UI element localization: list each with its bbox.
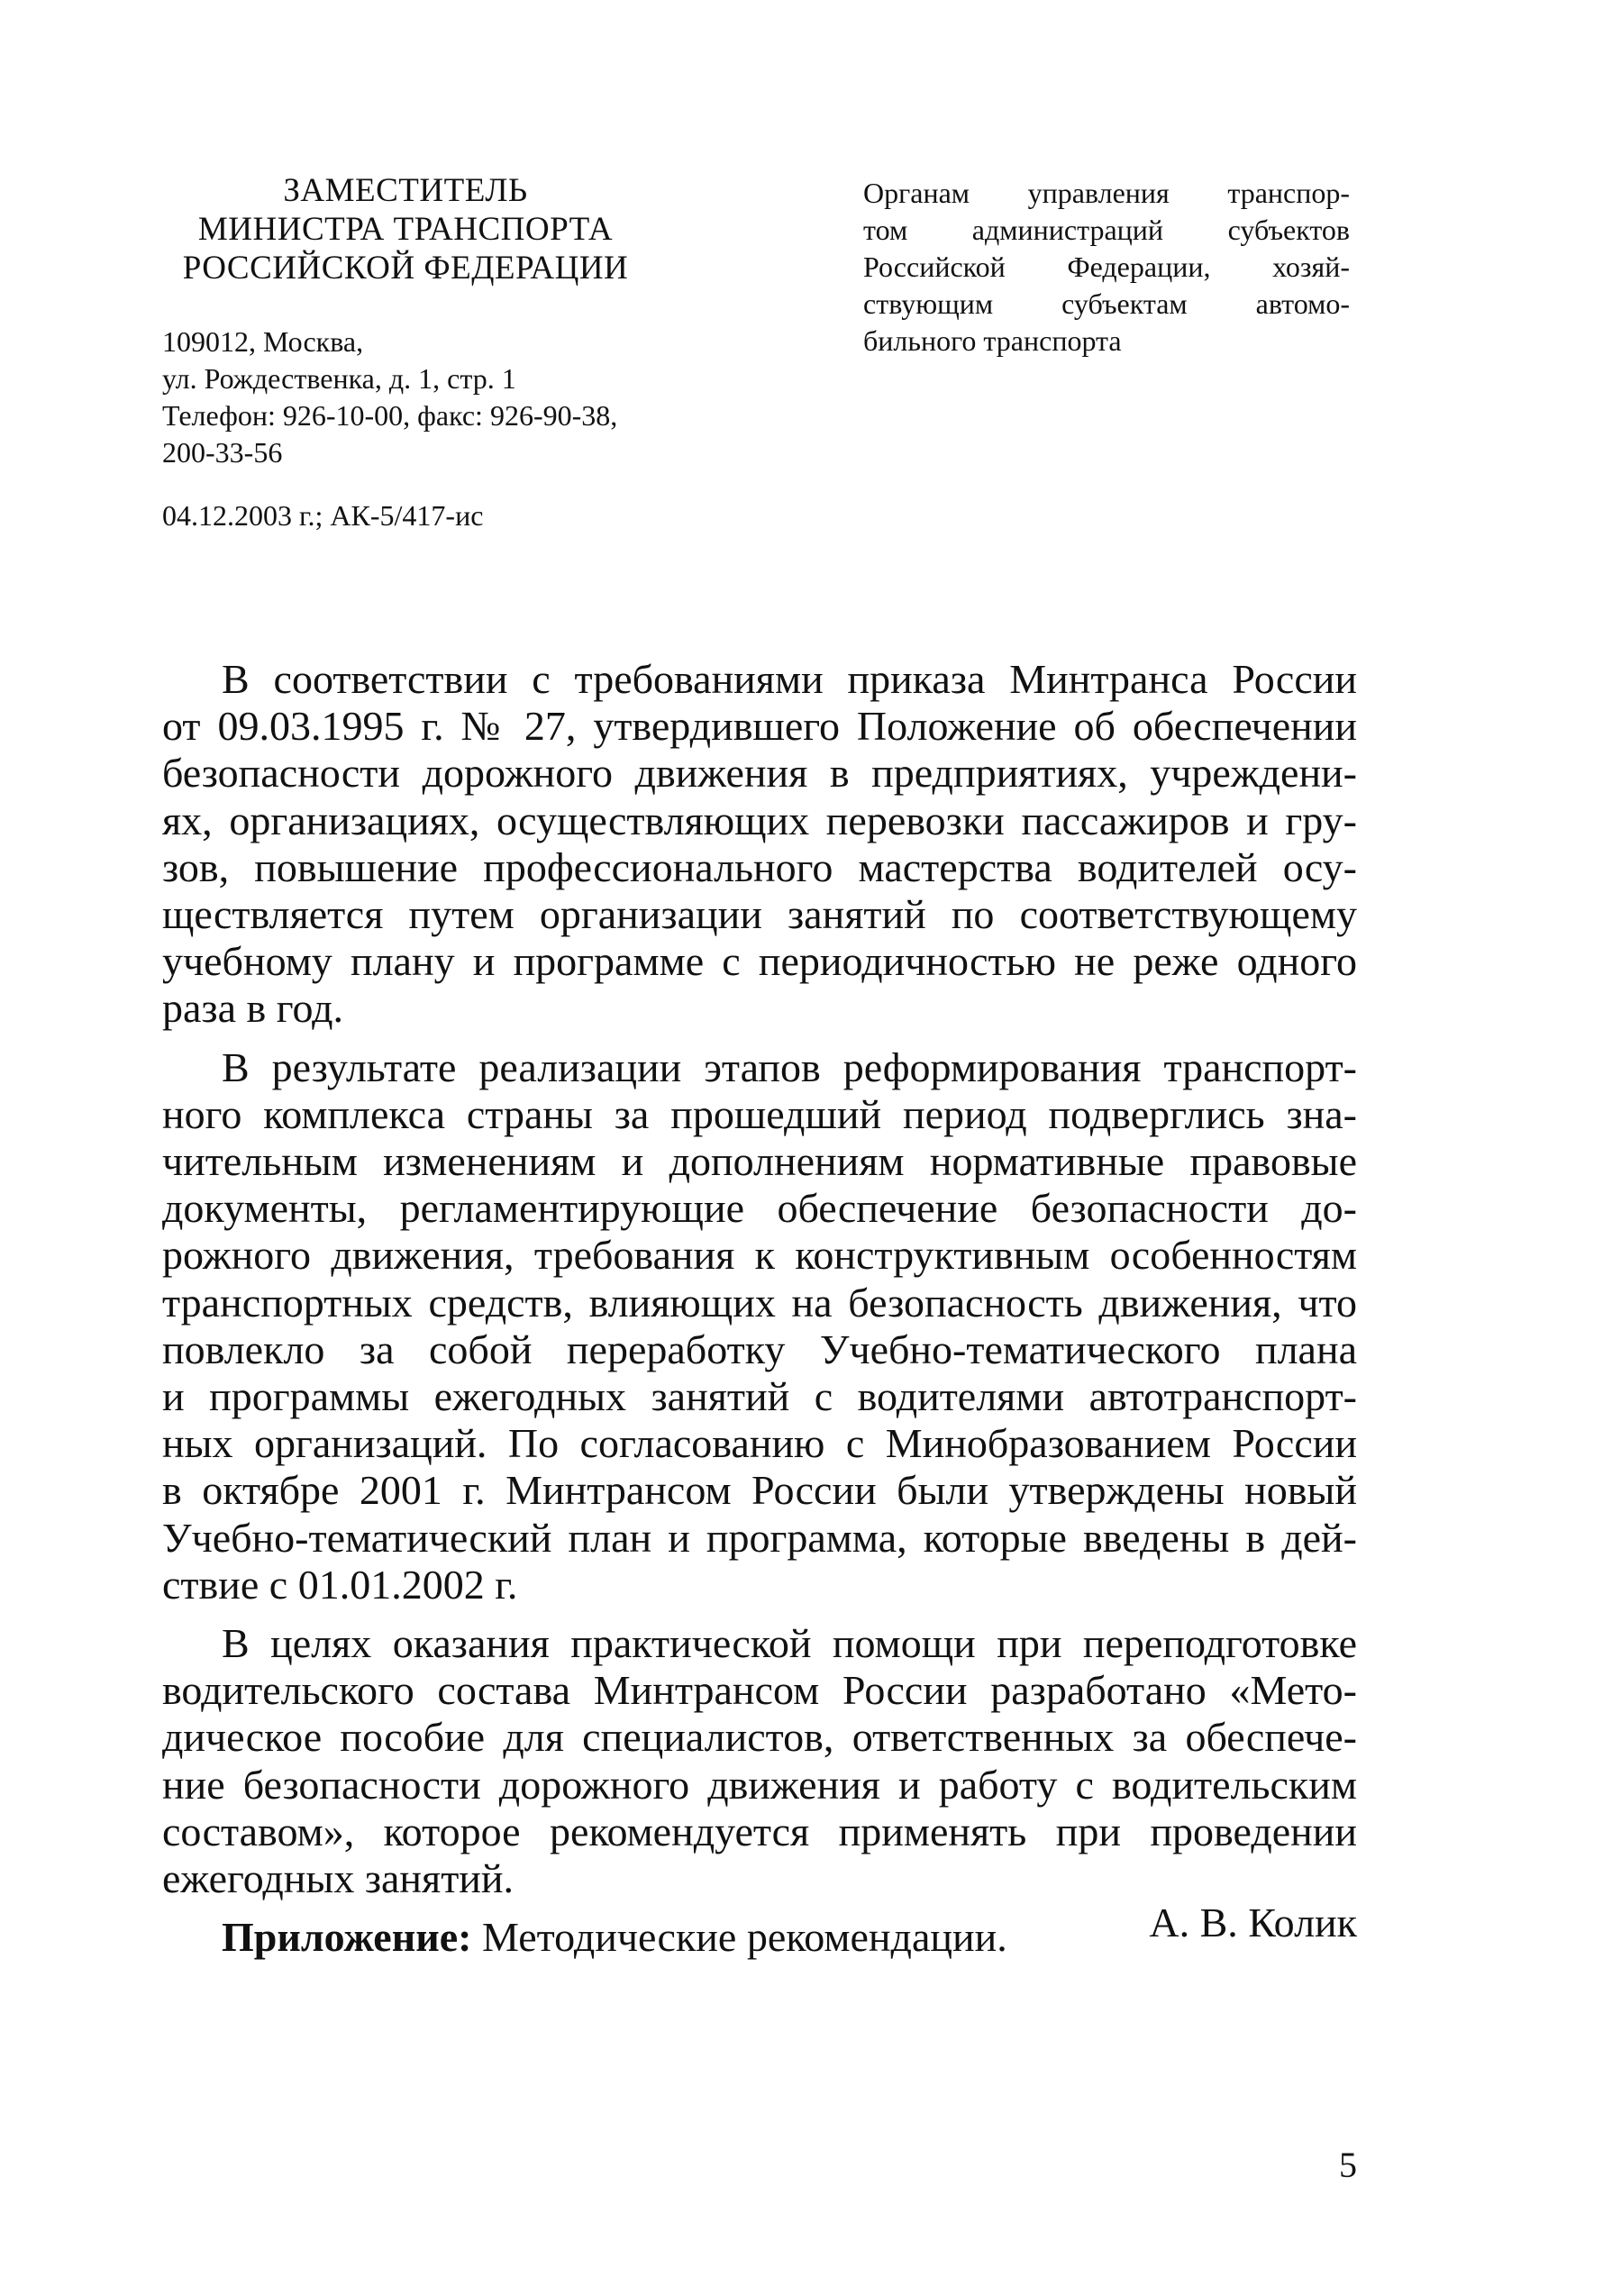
sender-address xyxy=(162,323,649,471)
text-line: В целях оказания практической помощи при переподготовке xyxy=(222,1620,1357,1667)
text-line: ствие с 01.01.2002 г. xyxy=(162,1561,518,1608)
attachment-label: Приложение: xyxy=(222,1914,472,1961)
recipient-line: ствующим субъектам автомо- xyxy=(863,287,1350,320)
address-line: Телефон: 926-10-00, факс: 926-90-38, xyxy=(162,399,618,432)
text-line: В соответствии с требованиями приказа Минтранса России xyxy=(222,656,1357,702)
recipient-block xyxy=(863,175,1350,360)
text-line: ние безопасности дорожного движения и работу с водительским xyxy=(162,1761,1357,1808)
text-line: дическое пособие для специалистов, ответственных за обеспече- xyxy=(162,1714,1357,1761)
body-paragraph xyxy=(162,656,1357,1033)
text-line: ществляется путем организации занятий по соответствующему xyxy=(162,891,1357,938)
text-line: ных организаций. По согласованию с Минобразованием России xyxy=(162,1420,1357,1467)
text-line: ного комплекса страны за прошедший период подверглись зна- xyxy=(162,1090,1357,1137)
recipient-line: Российской Федерации, хозяй- xyxy=(863,251,1350,283)
text-line: рожного движения, требования к конструктивным особенностям xyxy=(162,1232,1357,1279)
sender-title-line: РОССИЙСКОЙ ФЕДЕРАЦИИ xyxy=(182,250,629,287)
address-line: 200-33-56 xyxy=(162,436,283,469)
sender-title-line: МИНИСТРА ТРАНСПОРТА xyxy=(197,211,614,248)
text-line: транспортных средств, влияющих на безопасность движения, что xyxy=(162,1279,1357,1326)
body-paragraph xyxy=(162,1044,1357,1608)
text-line: чительным изменениям и дополнениям нормативные правовые xyxy=(162,1138,1357,1185)
sender-title-line: ЗАМЕСТИТЕЛЬ xyxy=(283,172,528,209)
sender-block xyxy=(162,171,649,471)
text-line: учебному плану и программе с периодичностью не реже одного xyxy=(162,938,1357,985)
text-line: документы, регламентирующие обеспечение безопасности до- xyxy=(162,1185,1357,1232)
text-line: повлекло за собой переработку Учебно-тематического плана xyxy=(162,1326,1357,1372)
text-line: ях, организациях, осуществляющих перевозки пассажиров и гру- xyxy=(162,797,1357,843)
text-line: и программы ежегодных занятий с водителями автотранспорт- xyxy=(162,1373,1357,1420)
recipient-line: Органам управления транспор- xyxy=(863,177,1350,209)
address-line: ул. Рождественка, д. 1, стр. 1 xyxy=(162,362,516,395)
signature: А. В. Колик xyxy=(1149,1900,1357,1945)
attachment-title: Методические рекомендации. xyxy=(471,1914,1007,1961)
sender-title xyxy=(162,171,649,287)
text-line: В результате реализации этапов реформирования транспорт- xyxy=(222,1043,1357,1090)
page-number: 5 xyxy=(1339,2145,1357,2185)
body-paragraph xyxy=(162,1620,1357,1902)
text-line: в октябре 2001 г. Минтрансом России были утверждены новый xyxy=(162,1467,1357,1514)
text-line: раза в год. xyxy=(162,985,344,1032)
text-line: от 09.03.1995 г. № 27, утвердившего Положение об обеспечении xyxy=(162,703,1357,750)
address-line: 109012, Москва, xyxy=(162,325,364,358)
text-line: Учебно-тематический план и программа, которые введены в дей- xyxy=(162,1514,1357,1561)
recipient-line: бильного транспорта xyxy=(863,324,1122,357)
letter-body xyxy=(162,656,1357,1973)
text-line: безопасности дорожного движения в предприятиях, учреждени- xyxy=(162,750,1357,797)
recipient-line: том администраций субъектов xyxy=(863,214,1350,246)
text-line: водительского состава Минтрансом России разработано «Мето- xyxy=(162,1667,1357,1714)
text-line: составом», которое рекомендуется применять при проведении xyxy=(162,1808,1357,1854)
document-reference: 04.12.2003 г.; АК-5/417-ис xyxy=(162,499,484,532)
text-line: ежегодных занятий. xyxy=(162,1855,515,1902)
text-line: зов, повышение профессионального мастерства водителей осу- xyxy=(162,843,1357,890)
